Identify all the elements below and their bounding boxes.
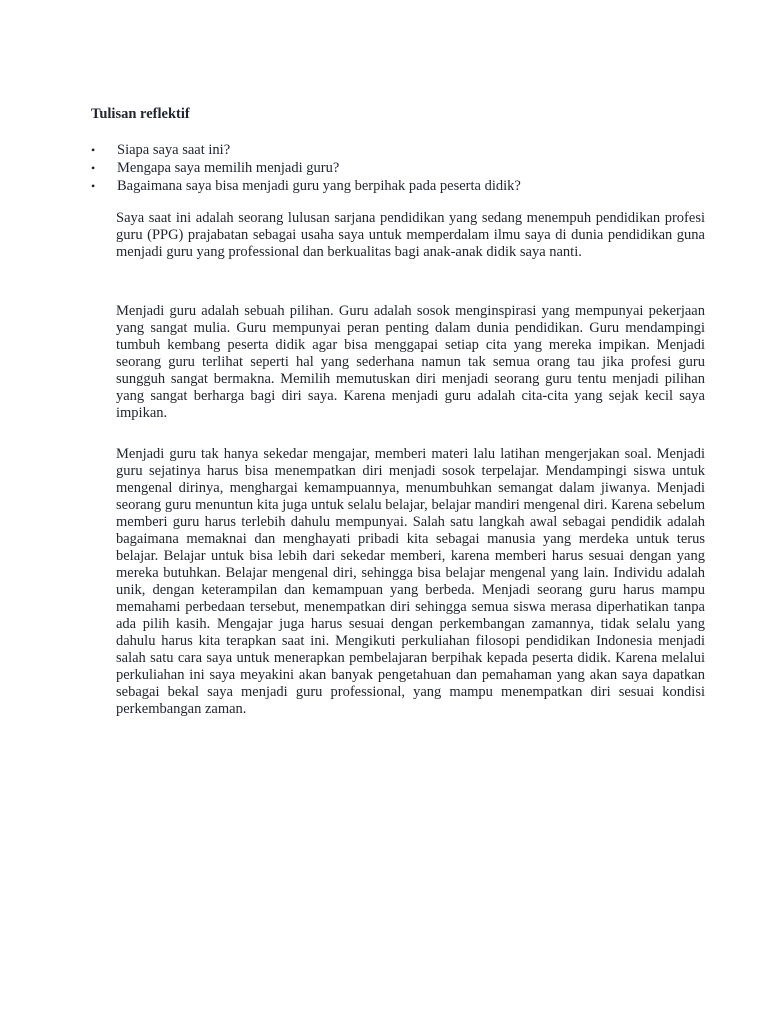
question-list <box>91 141 521 195</box>
list-item-text: Siapa saya saat ini? <box>117 142 231 158</box>
paragraph-1: Saya saat ini adalah seorang lulusan sarjana pendidikan yang sedang menempuh pendidikan profesi guru (PPG) prajabatan sebagai usaha saya untuk memperdalam ilmu saya di dunia pendidikan guna menjadi guru yang professional dan berkualitas bagi anak-anak didik saya nanti. <box>116 210 705 260</box>
list-item <box>91 177 521 195</box>
paragraph-2: Menjadi guru adalah sebuah pilihan. Guru adalah sosok menginspirasi yang mempunyai pekerjaan yang sangat mulia. Guru mempunyai peran penting dalam dunia pendidikan. Guru mendampingi tumbuh kembang peserta didik agar bisa menggapai setiap cita yang mereka impikan. Menjadi seorang guru terlihat seperti hal yang sederhana namun tak semua orang tau jika profesi guru sungguh sangat bermakna. Memilih memutuskan diri menjadi seorang guru tentu menjadi pilihan yang sangat berharga bagi diri saya. Karena menjadi guru adalah cita-cita yang sejak kecil saya impikan. <box>116 303 705 421</box>
bullet-icon: • <box>91 161 96 175</box>
paragraph-3: Menjadi guru tak hanya sekedar mengajar, memberi materi lalu latihan mengerjakan soal. Menjadi guru sejatinya harus bisa menempatkan diri menjadi sosok terpelajar. Mendampingi siswa untuk mengenal dirinya, menghargai kemampuannya, menumbuhkan semangat dalam jiwanya. Menjadi seorang guru menuntun kita juga untuk selalu belajar, belajar mandiri mengenal diri. Karena sebelum memberi guru harus terlebih dahulu mempunyai. Salah satu langkah awal sebagai pendidik adalah bagaimana memaknai dan menghayati pribadi kita sebagai manusia yang merdeka untuk terus belajar. Belajar untuk bisa lebih dari sekedar memberi, karena memberi harus sesuai dengan yang mereka butuhkan. Belajar mengenal diri, sehingga bisa belajar mengenal yang lain. Individu adalah unik, dengan keterampilan dan kemampuan yang berbeda. Menjadi seorang guru harus mampu memahami perbedaan tersebut, menempatkan diri sehingga semua siswa merasa diperhatikan tanpa ada pilih kasih. Mengajar juga harus sesuai dengan perkembangan zamannya, tidak selalu yang dahulu harus kita terapkan saat ini. Mengikuti perkuliahan filosopi pendidikan Indonesia menjadi salah satu cara saya untuk menerapkan pembelajaran berpihak kepada peserta didik. Karena melalui perkuliahan ini saya meyakini akan banyak pengetahuan dan pemahaman yang akan saya dapatkan sebagai bekal saya menjadi guru professional, yang mampu menempatkan diri sesuai kondisi perkembangan zaman. <box>116 446 705 717</box>
bullet-icon: • <box>91 143 96 157</box>
list-item <box>91 141 521 159</box>
document-title: Tulisan reflektif <box>91 106 190 122</box>
list-item-text: Mengapa saya memilih menjadi guru? <box>117 160 340 176</box>
list-item-text: Bagaimana saya bisa menjadi guru yang berpihak pada peserta didik? <box>117 178 521 194</box>
bullet-icon: • <box>91 179 96 193</box>
list-item <box>91 159 521 177</box>
